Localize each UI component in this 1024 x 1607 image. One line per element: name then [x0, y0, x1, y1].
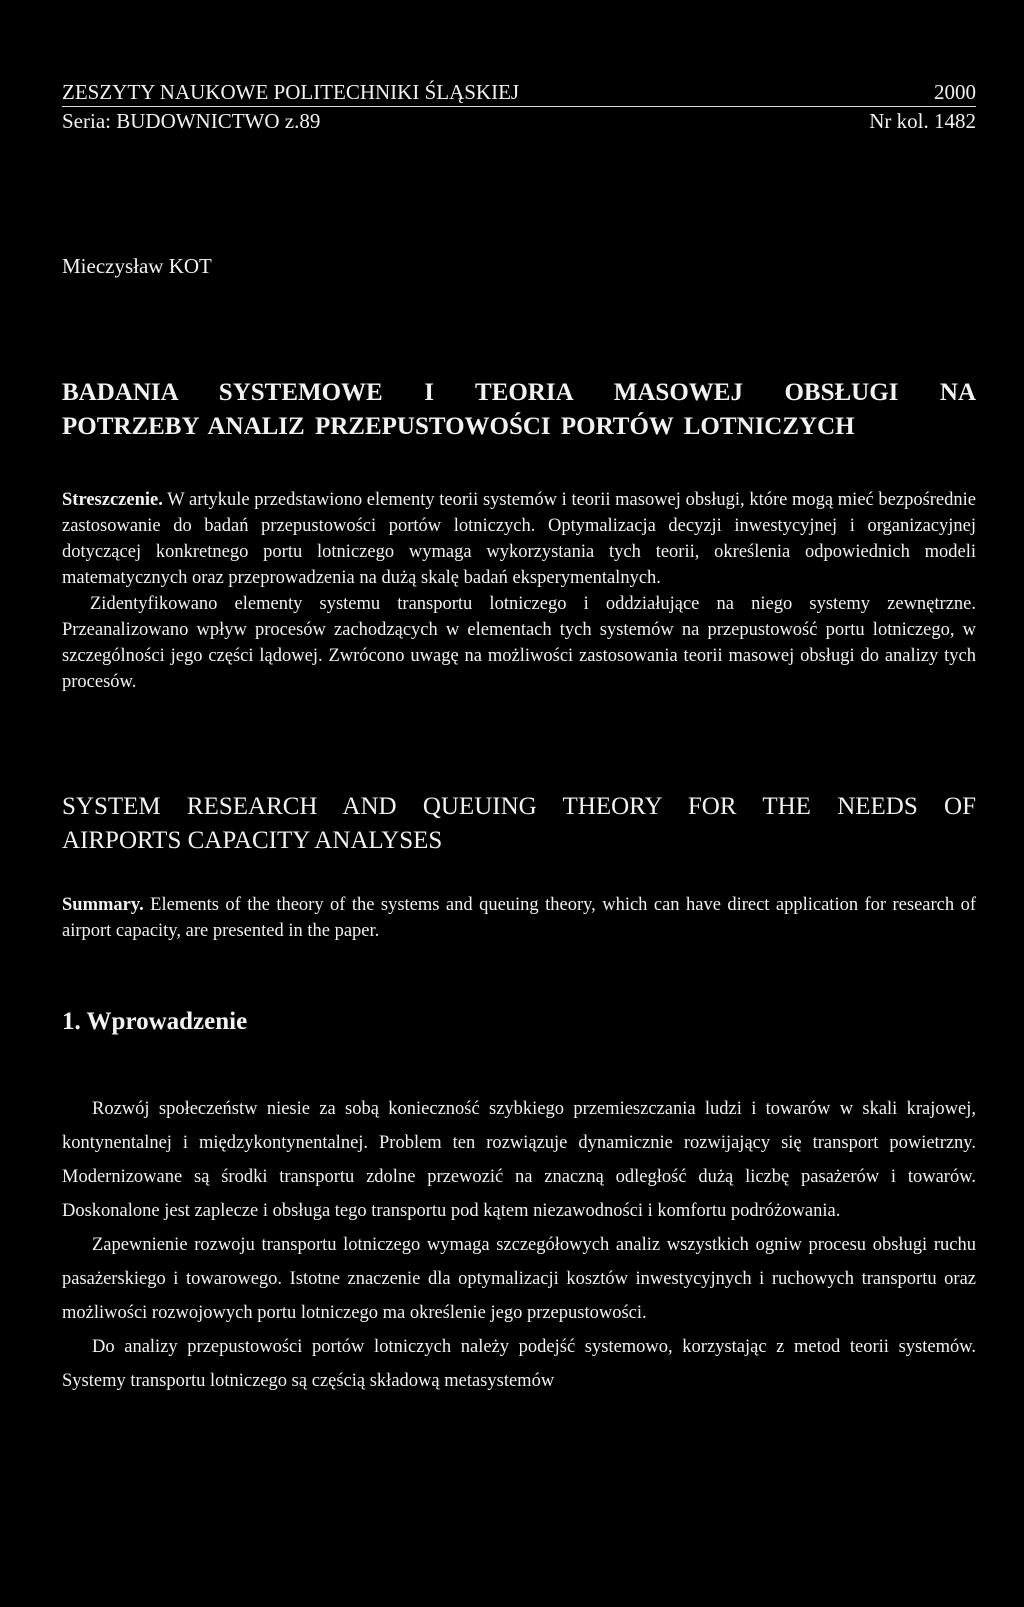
abstract-polish: [62, 487, 976, 695]
body-paragraph: Do analizy przepustowości portów lotniczych należy podejść systemowo, korzystając z metod teorii systemów. Systemy transportu lotniczego są częścią składową metasystemów: [62, 1337, 976, 1391]
summary-label: Summary.: [62, 895, 144, 915]
summary-english: [62, 892, 976, 944]
title-english: [62, 790, 976, 858]
title-polish: [62, 376, 976, 444]
series-header: [62, 106, 976, 132]
author-name: Mieczysław KOT: [62, 254, 212, 278]
journal-name: ZESZYTY NAUKOWE POLITECHNIKI ŚLĄSKIEJ: [62, 80, 520, 104]
title-english-line-2: AIRPORTS CAPACITY ANALYSES: [62, 827, 443, 854]
section-body: [62, 1092, 976, 1398]
body-paragraph: Zapewnienie rozwoju transportu lotniczego wymaga szczegółowych analiz wszystkich ogniw procesu obsługi ruchu pasażerskiego i towarowego. Istotne znaczenie dla optymalizacji kosztów inwestycyjnych i ruchowych transportu oraz możliwości rozwojowych portu lotniczego ma określenie jego przepustowości.: [62, 1235, 976, 1323]
title-english-line-1: SYSTEM RESEARCH AND QUEUING THEORY FOR THE NEEDS OF: [62, 793, 976, 820]
body-paragraph: Rozwój społeczeństw niesie za sobą konieczność szybkiego przemieszczania ludzi i towarów w skali krajowej, kontynentalnej i międzykontynentalnej. Problem ten rozwiązuje dynamicznie rozwijający się transport powietrzny. Modernizowane są środki transportu zdolne przewozić na znaczną odległość dużą liczbę pasażerów i towarów. Doskonalone jest zaplecze i obsługa tego transportu pod kątem niezawodności i komfortu podróżowania.: [62, 1099, 976, 1221]
issue-number: Nr kol. 1482: [869, 109, 976, 133]
title-polish-line-2: POTRZEBY ANALIZ PRZEPUSTOWOŚCI PORTÓW LOTNICZYCH: [62, 413, 855, 440]
abstract-text-1: W artykule przedstawiono elementy teorii systemów i teorii masowej obsługi, które mogą mieć bezpośrednie zastosowanie do badań przepustowości portów lotniczych. Optymalizacja decyzji inwestycyjnej i organizacyjnej dotyczącej konkretnego portu lotniczego wymaga wykorzystania tych teorii, określenia odpowiednich modeli matematycznych oraz przeprowadzenia na dużą skalę badań eksperymentalnych.: [62, 490, 976, 588]
abstract-paragraph-1: [62, 487, 976, 591]
section-heading: 1. Wprowadzenie: [62, 1008, 248, 1035]
abstract-paragraph-2: Zidentyfikowano elementy systemu transportu lotniczego i oddziałujące na niego systemy zewnętrzne. Przeanalizowano wpływ procesów zachodzących w elementach tych systemów na przepustowość portu lotniczego, w szczególności jego części lądowej. Zwrócono uwagę na możliwości zastosowania teorii masowej obsługi do analizy tych procesów.: [62, 594, 976, 692]
journal-header: [62, 82, 976, 103]
series-name: Seria: BUDOWNICTWO z.89: [62, 109, 321, 133]
journal-year: 2000: [934, 80, 976, 104]
summary-text: Elements of the theory of the systems and queuing theory, which can have direct application for research of airport capacity, are presented in the paper.: [62, 895, 976, 941]
title-polish-line-1: BADANIA SYSTEMOWE I TEORIA MASOWEJ OBSŁUGI NA: [62, 379, 976, 406]
abstract-label: Streszczenie.: [62, 490, 163, 510]
